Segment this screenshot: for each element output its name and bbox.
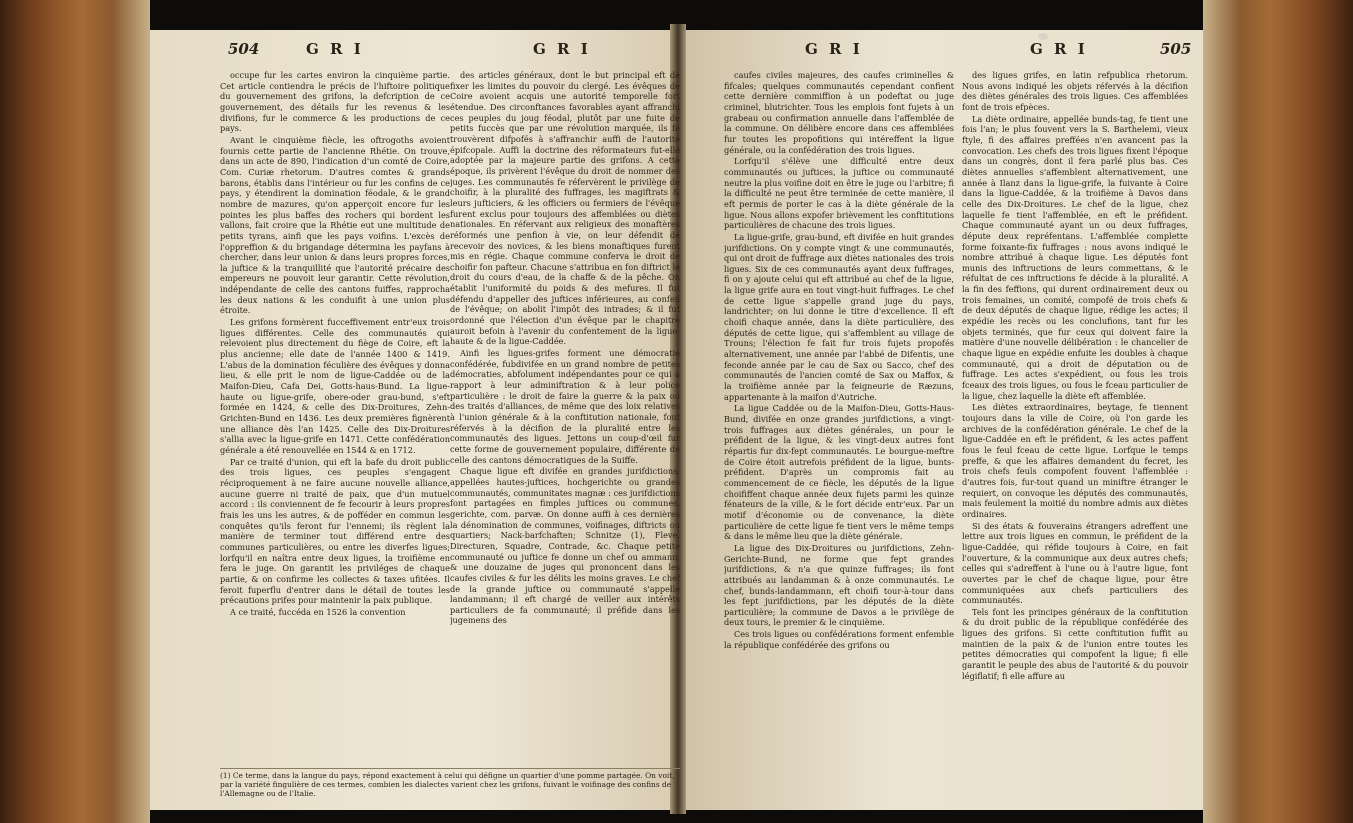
left-book-edge [0, 0, 150, 823]
left-page-header [228, 40, 668, 68]
left-footnote: (1) Ce terme, dans la langue du pays, répond exactement à celui qui défigne un quartier d'une pomme partagée. On voit, par la variété fingulière de ces termes, combien les dialectes varient chez les grifons, fuivant le voifinage des confins de l'Allemagne ou de l'Italie. [220, 768, 680, 798]
right-header-title-1: G R I [805, 40, 863, 58]
bookmark-ornament-icon [1038, 33, 1048, 40]
paragraph: Les diètes extraordinaires, beytage, fe tiennent toujours dans la ville de Coire, où l'on garde les archives de la confédération générale. Le chef de la ligue-Caddée en eft le préfident, & les actes paffent fous le feul fceau de cette ligue. Lorfque le temps preffe, & que les affaires demandent du fecret, les trois chefs feuls compofent fouvent l'affemblée : d'autres fois, fur-tout quand un miniftre étranger le requiert, on convoque les députés des communautés, mais feulement la moitié du nombre admis aux diètes ordinaires. [962, 402, 1188, 519]
paragraph: des ligues grifes, en latin refpublica rhetorum. Nous avons indiqué les objets réfervés à la décifion des diètes générales des trois ligues. Ces affemblées font de trois efpèces. [962, 70, 1188, 112]
right-page-number: 505 [1160, 40, 1192, 58]
paragraph: Avant le cinquième fiècle, les oftrogoths avoient fournis cette partie de l'ancienne Rhétie. On trouve, dans un acte de 890, l'indication d'un comté de Coire, Com. Curiæ rhetorum. D'autres comtes & grands barons, établis dans l'intérieur ou fur les confins de ce pays, y étendirent la domination féodale, & le grand nombre de mazures, qu'on apperçoit encore fur les pointes les plus baffes des rochers qui bordent les vallons, fait croire que la Rhétie eut une multitude de petits tyrans, ainfi que les pays voifins. L'excès de l'oppreffion & du brigandage détermina les payfans à chercher, dans leur union & dans leurs propres forces, la juftice & la tranquillité que l'autorité précaire des empereurs ne pouvoit leur garantir. Cette révolution, indépendante de celle des cantons fuiffes, rapprocha les deux nations & les conduifit à une union plus étroite. [220, 134, 450, 316]
left-header-title-1: G R I [306, 40, 364, 58]
paragraph: Lorfqu'il s'élève une difficulté entre deux communautés ou juftices, la juftice ou communauté neutre la plus voifine doit en être le juge ou l'arbitre; fi la difficulté ne peut être terminée de cette manière, il eft permis de porter le cas à la diète générale de la ligue. Nous allons expofer brièvement les conftitutions particulières de chacune des trois ligues. [724, 156, 954, 231]
paragraph: caufes civiles majeures, des caufes criminelles & fifcales; quelques communautés cependant confient cette dernière commiffion à un podeftat ou juge criminel, blutrichter. Tous les emplois font fujets à un grabeau ou confirmation annuelle dans l'affemblée de la commune. On délibère encore dans ces affemblées fur toutes les propofitions qui intéreffent la ligue générale, ou la confédération des trois ligues. [724, 70, 954, 155]
left-header-title-2: G R I [533, 40, 591, 58]
paragraph: La ligue Caddée ou de la Maifon-Dieu, Gotts-Haus-Bund, divifée en onze grandes jurifdictions, a vingt-trois fuffrages aux diètes générales, un pour le préfident de la ligue, & les vingt-deux autres font répartis fur dix-fept communautés. Le bourgue-meftre de Coire étoit autrefois préfident de la ligue, bunts-préfident. D'après un compromis fait au commencement de ce fiècle, les députés de la ligue choififfent chaque année deux fujets parmi les quinze fénateurs de la ville, & le fort décide entr'eux. Par un motif d'économie ou de convenance, la diète particulière de cette ligue fe tient vers le même temps & dans le même lieu que la diète générale. [724, 403, 954, 542]
paragraph: La diète ordinaire, appellée bunds-tag, fe tient une fois l'an; le plus fouvent vers la S. Barthelemi, vieux ftyle, fi des affaires preffées n'en avancent pas la convocation. Les chefs des trois ligues fixent l'époque dans un congrès, dont il fera parlé plus bas. Ces diètes annuelles s'affemblent alternativement, une année à Ilanz dans la ligue-grife, la fuivante à Coire dans la ligue-Caddée, & la troifième à Davos dans celle des Dix-Droitures. Le chef de la ligue, chez laquelle fe tient l'affemblée, en eft le préfident. Chaque communauté ayant un ou deux fuffrages, députe deux repréfentans. L'affemblée complette forme foixante-fix fuffrages : nous avons indiqué le nombre attribué à chaque ligue. Les députés font munis des inftructions de leurs commettans, & le réfultat de ces inftructions fe décide à la pluralité. A la fin des feffions, qui durent ordinairement deux ou trois femaines, un comité, compofé de trois chefs & de deux députés de chaque ligue, rédige les actes; il expédie les recès ou les conclufions, tant fur les objets terminés, que fur ceux qui doivent faire la matière d'une nouvelle délibération : le chancelier de chaque ligue en expédie enfuite les doubles à chaque communauté, qui a droit de députation ou de fuffrage. Les actes s'expédient, ou fous les trois fceaux des trois ligues, ou fous le fceau particulier de la ligue, chez laquelle la diète eft affemblée. [962, 113, 1188, 401]
right-book-edge [1203, 0, 1353, 823]
right-header-title-2: G R I [1030, 40, 1088, 58]
left-page-number: 504 [228, 40, 260, 58]
paragraph: des articles généraux, dont le but principal eft de fixer les limites du pouvoir du clergé. Les évêques de Coire avoient acquis une autorité temporelle fort étendue. Des circonftances favorables ayant affranchi ces peuples du joug féodal, plutôt par une fuite de petits fuccès que par une révolution marquée, ils fe trouvèrent difpofés à s'affranchir auffi de l'autorité épifcopale. Auffi la doctrine des réformateurs fut-elle adoptée par la majeure partie des grifons. A cette époque, ils privèrent l'évêque du droit de nommer des juges. Les communautés fe réfervèrent le privilège de choifir, à la pluralité des fuffrages, les magiftrats & leurs jufticiers, & les officiers ou fermiers de l'évêque furent exclus pour toujours des affemblées ou diètes nationales. En réfervant aux religieux des monaftères réformés une penfion à vie, on leur défendit de recevoir des novices, & les biens monaftiques furent mis en régie. Chaque commune conferva le droit de choifir fon pafteur. Chacune s'attribua en fon diftrict le droit du cours d'eau, de la chaffe & de la pêche. On établit l'uniformité du poids & des mefures. Il fut défendu d'appeller des juftices inférieures, au confeil de l'évêque; on abolit l'impôt des intrades; & il fut ordonné que l'élection d'un évêque par le chapitre auroit befoin à l'avenir du confentement de la ligue-haute & de la ligue-Caddée. [450, 70, 680, 347]
right-column-2 [962, 70, 1188, 765]
paragraph: A ce traité, fuccéda en 1526 la convention [230, 606, 406, 617]
paragraph: Ces trois ligues ou confédérations forment enfemble la république confédérée des grifons ou [724, 629, 954, 650]
paragraph: Si des états & fouverains étrangers adreffent une lettre aux trois ligues en commun, le préfident de la ligue-Caddée, qui réfide toujours à Coire, en fait l'ouverture, & la communique aux deux autres chefs; celles qui s'adreffent à l'une ou à l'autre ligue, font ouvertes par le chef de chaque ligue, pour être communiquées aux chefs particuliers des communautés. [962, 520, 1188, 606]
paragraph: Chaque ligue eft divifée en grandes jurifdictions, appellées hautes-juftices, hochgerichte ou grandes communautés, communitates magnæ : ces jurifdictions font partagées en fimples juftices ou communes, gerichte, com. parvæ. On donne auffi à ces dernières la dénomination de communes, voifinages, diftricts ou quartiers; Nack-barfchaften; Schnitze (1), Fleve, Directuren, Squadre, Contrade, &c. Chaque petite communauté ou juftice fe donne un chef ou ammann, & une douzaine de juges qui prononcent dans les caufes civiles & fur les délits les moins graves. Le chef de la grande juftice ou communauté s'appelle landammann; il eft chargé de veiller aux intérêts particuliers de fa communauté; il préfide dans les jugemens des [450, 466, 680, 626]
right-page-header [805, 40, 1205, 68]
paragraph: occupe fur les cartes environ la cinquième partie. Cet article contiendra le précis de l'hiftoire politique du gouvernement des grifons, la defcription de ce gouvernement, des détails fur les revenus & les divifions, fur le commerce & les productions de ce pays. [220, 70, 450, 134]
paragraph: Ainfi les ligues-grifes forment une démocratie confédérée, fubdivifée en un grand nombre de petites démocraties, abfolument indépendantes pour ce qui a rapport à leur adminiftration & à leur police particulière : le droit de faire la guerre & la paix ou des traités d'alliances, de même que des loix relatives à l'union générale & à la conftitution nationale, font réfervés à la décifion de la pluralité entre les communautés des ligues. Jettons un coup-d'œil fur cette forme de gouvernement populaire, différente de celle des cantons démocratiques de la Suiffe. [450, 348, 680, 465]
paragraph: La ligue-grife, grau-bund, eft divifée en huit grandes jurifdictions. On y compte vingt & une communautés, qui ont droit de fuffrage aux diètes nationales des trois ligues. Six de ces communautés ayant deux fuffrages, fi on y ajoute celui qui eft attribué au chef de la ligue, la ligue grife aura en tout vingt-huit fuffrages. Le chef de cette ligue s'appelle grand juge du pays, landrichter; on lui donne le titre d'excellence. Il eft choifi chaque année, dans la diète particulière, des députés de cette ligue, qui s'affemblent au village de Trouns; l'élection fe fait fur trois fujets propofés alternativement, une année par l'abbé de Difentis, une feconde année par le cau de Sax ou Sacco, chef des communautés de l'ancien comté de Sax ou Maffox, & la troifième année par la feigneurie de Ræzuns, appartenante à la maifon d'Autriche. [724, 231, 954, 402]
left-column-1 [220, 70, 450, 765]
right-column-1 [724, 70, 954, 765]
paragraph: La ligue des Dix-Droitures ou jurifdictions, Zehn-Gerichte-Bund, ne forme que fept grandes jurifdictions, & n'a que quinze fuffrages; ils font attribués au landamman & à onze communautés. Le chef, bunds-landammann, eft choifi tour-à-tour dans les fept jurifdictions, par les députés de la diète particulière; la commune de Davos a le privilège de deux tours, le premier & le cinquième. [724, 542, 954, 628]
left-column-2 [450, 70, 680, 765]
paragraph: Tels font les principes généraux de la conftitution & du droit public de la république confédérée des ligues des grifons. Si cette conftitution fuffit au maintien de la paix & de l'union entre toutes les petites démocraties qui compofent la ligue; fi elle garantit le peuple des abus de l'autorité & du pouvoir légiflatif; fi elle affure au [962, 606, 1188, 681]
paragraph: Les grifons formèrent fucceffivement entr'eux trois ligues différentes. Celle des communautés qui relevoient plus directement du fiège de Coire, eft la plus ancienne; elle date de l'année 1400 & 1419. L'abus de la domination féculière des évêques y donna lieu, & elle prit le nom de ligue-Caddée ou de la Maifon-Dieu, Cafa Dei, Gotts-haus-Bund. La ligue-haute ou ligue-grife, obere-oder grau-bund, s'eft formée en 1424, & celle des Dix-Droitures, Zehn-Grichten-Bund en 1436. Les deux premières fignèrent une alliance dès l'an 1425. Celle des Dix-Droitures s'allia avec la ligue-grife en 1471. Cette confédération générale a été renouvellée en 1544 & en 1712. [220, 317, 450, 455]
paragraph: Par ce traité d'union, qui eft la bafe du droit public des trois ligues, ces peuples s'engagent réciproquement à ne faire aucune nouvelle alliance, aucune guerre ni traité de paix, que d'un mutuel accord : ils conviennent de fe fecourir à leurs propres frais les uns les autres, & de pofféder en commun les conquêtes qu'ils feront fur l'ennemi; ils règlent la manière de terminer tout différend entre des communes particulières, ou entre les diverfes ligues; lorfqu'il en naîtra entre deux ligues, la troifième en fera le juge. On garantit les priviléges de chaque partie, & on confirme les collectes & taxes ufitées. Il feroit fuperflu d'entrer dans le détail de toutes les précautions prifes pour maintenir la paix publique. [220, 456, 450, 606]
